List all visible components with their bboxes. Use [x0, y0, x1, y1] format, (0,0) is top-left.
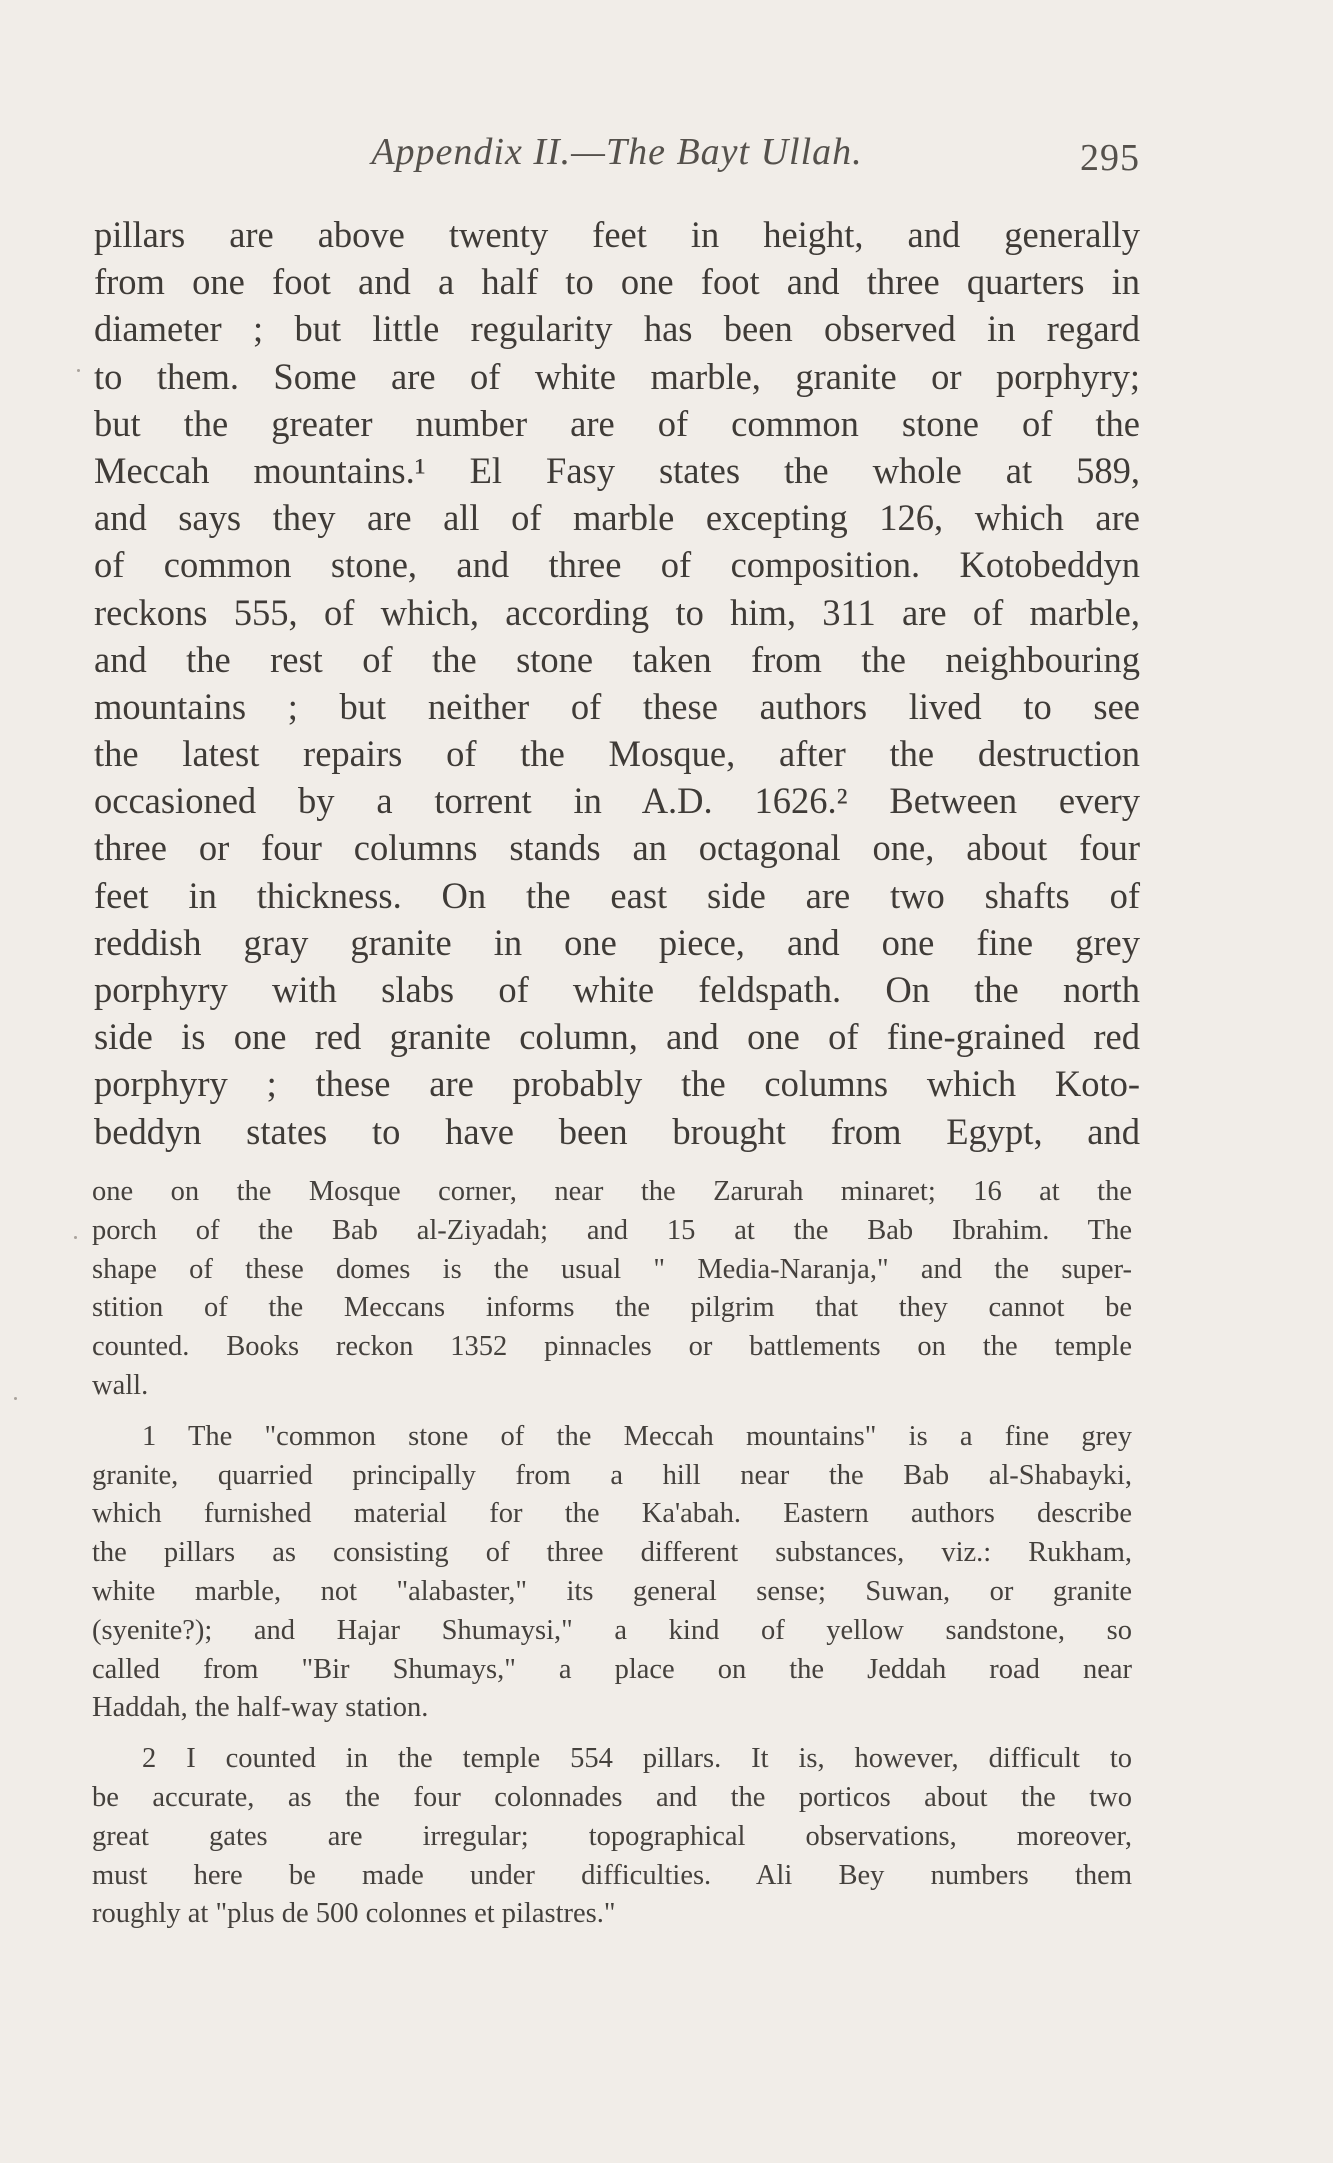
body-line: mountains ; but neither of these authors lived to see [94, 685, 1140, 727]
footnote-line: roughly at "plus de 500 colonnes et pilastres." [92, 1898, 616, 1930]
body-line: and the rest of the stone taken from the neighbouring [94, 638, 1140, 680]
footnotes [92, 1173, 1132, 1934]
body-line: from one foot and a half to one foot and three quarters in [94, 261, 1140, 303]
body-line: side is one red granite column, and one of fine-grained red [94, 1016, 1140, 1058]
body-line: of common stone, and three of composition. Kotobeddyn [94, 544, 1140, 586]
footnote-line: called from "Bir Shumays," a place on the Jeddah road near [92, 1653, 1132, 1685]
body-line: reckons 555, of which, according to him, 311 are of marble, [94, 591, 1140, 633]
footnote-line: counted. Books reckon 1352 pinnacles or battlements on the temple [92, 1331, 1132, 1363]
footnote-line: one on the Mosque corner, near the Zarurah minaret; 16 at the [92, 1176, 1132, 1207]
body-line: porphyry ; these are probably the columns which Koto- [94, 1063, 1140, 1105]
body-line: reddish gray granite in one piece, and one fine grey [94, 921, 1140, 963]
paper-speck [74, 1236, 77, 1239]
body-line: beddyn states to have been brought from Egypt, and [94, 1110, 1140, 1152]
footnote-line: stition of the Meccans informs the pilgrim that they cannot be [92, 1292, 1132, 1324]
footnote-1 [92, 1418, 1132, 1728]
body-line: to them. Some are of white marble, granite or porphyry; [94, 355, 1140, 397]
body-line: and says they are all of marble excepting 126, which are [94, 497, 1140, 539]
body-line: Meccah mountains.¹ El Fasy states the whole at 589, [94, 449, 1140, 491]
footnote-line: be accurate, as the four colonnades and the porticos about the two [92, 1781, 1132, 1813]
paper-speck [77, 369, 80, 372]
body-line: but the greater number are of common stone of the [94, 402, 1140, 444]
footnote-line: wall. [92, 1369, 149, 1401]
footnote-line: porch of the Bab al-Ziyadah; and 15 at the Bab Ibrahim. The [92, 1214, 1132, 1246]
footnote-2 [92, 1740, 1132, 1934]
running-head [94, 130, 1140, 190]
body-line: the latest repairs of the Mosque, after the destruction [94, 733, 1140, 775]
footnote-line: must here be made under difficulties. Ali Bey numbers them [92, 1859, 1132, 1891]
body-line: diameter ; but little regularity has been observed in regard [94, 308, 1140, 350]
footnote-line: shape of these domes is the usual " Media-Naranja," and the super- [92, 1253, 1132, 1285]
footnote-line: white marble, not "alabaster," its general sense; Suwan, or granite [92, 1575, 1132, 1607]
footnote-line: Haddah, the half-way station. [92, 1692, 429, 1724]
footnote-line: which furnished material for the Ka'abah. Eastern authors describe [92, 1498, 1132, 1530]
footnote-line: 1 The "common stone of the Meccah mountains" is a fine grey [142, 1420, 1132, 1452]
footnote-line: (syenite?); and Hajar Shumaysi," a kind of yellow sandstone, so [92, 1614, 1132, 1646]
footnote-line: 2 I counted in the temple 554 pillars. It is, however, difficult to [142, 1743, 1132, 1775]
footnote-line: great gates are irregular; topographical observations, moreover, [92, 1820, 1132, 1852]
body-line: pillars are above twenty feet in height, and generally [94, 214, 1140, 255]
footnote-line: the pillars as consisting of three different substances, viz.: Rukham, [92, 1537, 1132, 1569]
body-line: three or four columns stands an octagonal one, about four [94, 827, 1140, 869]
footnote-line: granite, quarried principally from a hill near the Bab al-Shabayki, [92, 1459, 1132, 1491]
body-line: porphyry with slabs of white feldspath. On the north [94, 969, 1140, 1010]
footnote-continuation [92, 1173, 1132, 1406]
running-title: Appendix II.—The Bayt Ullah. [371, 131, 863, 173]
page-number: 295 [1080, 137, 1140, 179]
paper-speck [14, 1397, 17, 1400]
body-line: occasioned by a torrent in A.D. 1626.² Between every [94, 780, 1140, 822]
body-line: feet in thickness. On the east side are two shafts of [94, 874, 1140, 916]
body-text [94, 211, 1140, 1155]
